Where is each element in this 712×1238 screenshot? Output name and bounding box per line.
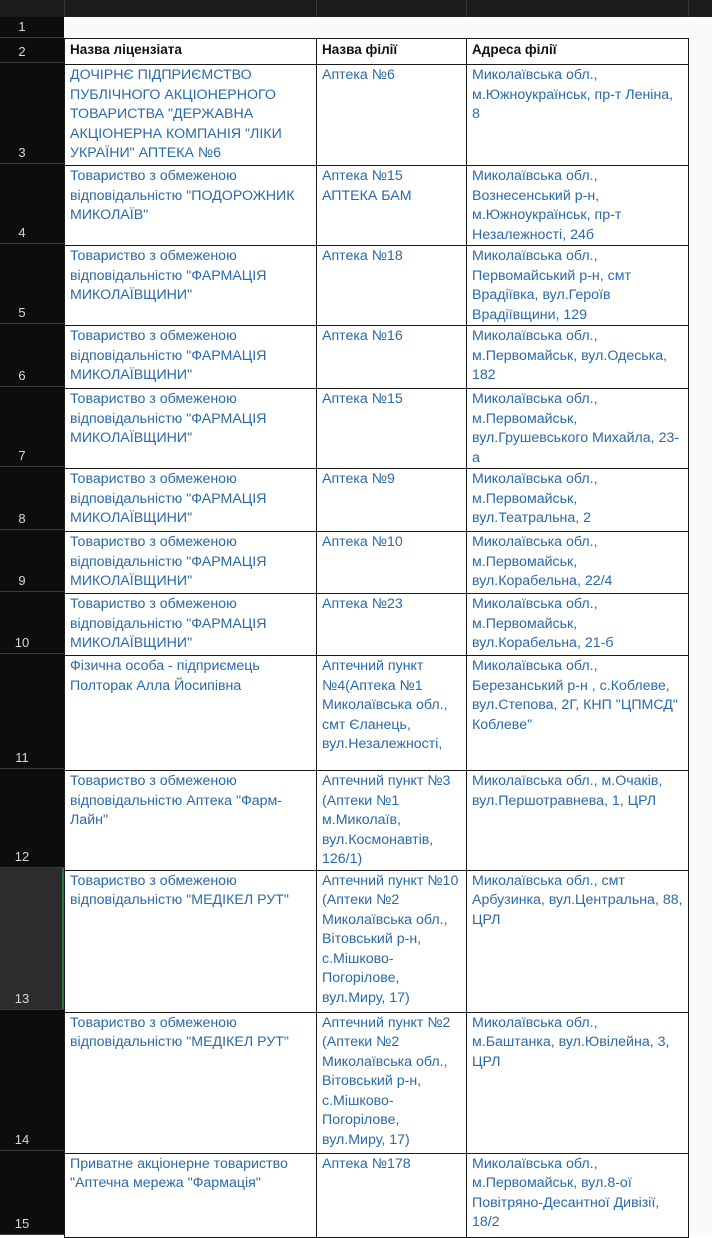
licensee-cell[interactable]: Товариство з обмеженою відповідальністю "ФАРМАЦІЯ МИКОЛАЇВЩИНИ" — [65, 532, 317, 594]
table-row — [65, 65, 689, 166]
row-number: 9 — [18, 573, 26, 588]
row-number: 2 — [18, 44, 26, 59]
branch-cell[interactable]: Аптека №10 — [317, 532, 467, 594]
licensee-cell[interactable]: Товариство з обмеженою відповідальністю Аптека "Фарм-Лайн" — [65, 771, 317, 871]
row-header-column — [0, 17, 64, 1235]
branch-cell[interactable]: Аптечний пункт №4(Аптека №1 Миколаївська обл., смт Єланець, вул.Незалежності, — [317, 656, 467, 771]
table-row — [65, 389, 689, 469]
table-row — [65, 469, 689, 532]
row-number: 1 — [18, 19, 26, 34]
table-row — [65, 246, 689, 326]
row-header-15[interactable] — [0, 1151, 64, 1235]
row-number: 10 — [14, 635, 30, 650]
licensee-cell[interactable]: Товариство з обмеженою відповідальністю "ФАРМАЦІЯ МИКОЛАЇВЩИНИ" — [65, 246, 317, 326]
table-row — [65, 656, 689, 771]
address-cell[interactable]: Миколаївська обл., м.Первомайськ, вул.Грушевського Михайла, 23-а — [467, 389, 689, 469]
branch-cell[interactable]: Аптека №178 — [317, 1153, 467, 1237]
row-number: 13 — [14, 991, 30, 1006]
row-header-12[interactable] — [0, 769, 64, 868]
licensee-cell[interactable]: Приватне акціонерне товариство "Аптечна мережа "Фармація" — [65, 1153, 317, 1237]
licensee-cell[interactable]: Товариство з обмеженою відповідальністю "ФАРМАЦІЯ МИКОЛАЇВЩИНИ" — [65, 326, 317, 389]
row-number: 8 — [18, 511, 26, 526]
address-cell[interactable]: Миколаївська обл., смт Арбузинка, вул.Центральна, 88, ЦРЛ — [467, 870, 689, 1012]
header-row — [65, 39, 689, 65]
row-number: 3 — [18, 145, 26, 160]
column-divider[interactable] — [466, 0, 467, 17]
column-header-bar[interactable] — [0, 0, 712, 17]
table-row — [65, 594, 689, 656]
address-cell[interactable]: Миколаївська обл., м.Первомайськ, вул.Корабельна, 22/4 — [467, 532, 689, 594]
address-cell[interactable]: Миколаївська обл., Первомайський р-н, смт Врадіївка, вул.Героїв Врадіївщини, 129 — [467, 246, 689, 326]
row-number: 4 — [18, 225, 26, 240]
row-number: 5 — [18, 305, 26, 320]
branch-cell[interactable]: Аптека №16 — [317, 326, 467, 389]
row-header-7[interactable] — [0, 387, 64, 467]
column-divider[interactable] — [64, 0, 65, 17]
row-header-8[interactable] — [0, 467, 64, 530]
row-number: 12 — [14, 849, 30, 864]
row-header-4[interactable] — [0, 164, 64, 244]
table-row — [65, 166, 689, 246]
licensee-cell[interactable]: Фізична особа - підприємець Полторак Алла Йосипівна — [65, 656, 317, 771]
data-table — [64, 38, 689, 1238]
licensee-cell[interactable]: Товариство з обмеженою відповідальністю "ПОДОРОЖНИК МИКОЛАЇВ" — [65, 166, 317, 246]
address-cell[interactable]: Миколаївська обл., м.Очаків, вул.Першотравнева, 1, ЦРЛ — [467, 771, 689, 871]
licensee-cell[interactable]: Назва ліцензіата — [65, 39, 317, 65]
address-cell[interactable]: Миколаївська обл., м.Первомайськ, вул.Одеська, 182 — [467, 326, 689, 389]
branch-cell[interactable]: Аптека №18 — [317, 246, 467, 326]
row-header-3[interactable] — [0, 63, 64, 164]
address-cell[interactable]: Миколаївська обл., м.Баштанка, вул.Ювілейна, 3, ЦРЛ — [467, 1012, 689, 1153]
row-number: 15 — [14, 1216, 30, 1231]
address-cell[interactable]: Миколаївська обл., Вознесенський р-н, м.Южноукраїнськ, пр-т Незалежності, 24б — [467, 166, 689, 246]
branch-cell[interactable]: Назва філії — [317, 39, 467, 65]
branch-cell[interactable]: Аптечний пункт №3 (Аптеки №1 м.Миколаїв, вул.Космонавтів, 126/1) — [317, 771, 467, 871]
licensee-cell[interactable]: Товариство з обмеженою відповідальністю "ФАРМАЦІЯ МИКОЛАЇВЩИНИ" — [65, 469, 317, 532]
address-cell[interactable]: Миколаївська обл., м.Первомайськ, вул.Корабельна, 21-б — [467, 594, 689, 656]
row-header-11[interactable] — [0, 654, 64, 769]
licensee-cell[interactable]: Товариство з обмеженою відповідальністю "ФАРМАЦІЯ МИКОЛАЇВЩИНИ" — [65, 389, 317, 469]
table-row — [65, 1153, 689, 1237]
table-row — [65, 532, 689, 594]
branch-cell[interactable]: Аптека №6 — [317, 65, 467, 166]
row-header-1[interactable] — [0, 17, 64, 38]
table-row — [65, 1012, 689, 1153]
branch-cell[interactable]: Аптечний пункт №10 (Аптеки №2 Миколаївська обл., Вітовський р-н, с.Мішково-Погорілове, вул.Миру, 17) — [317, 870, 467, 1012]
table-row — [65, 870, 689, 1012]
row-number: 11 — [15, 750, 29, 765]
row-header-10[interactable] — [0, 592, 64, 654]
row-header-13[interactable] — [0, 868, 64, 1010]
address-cell[interactable]: Адреса філії — [467, 39, 689, 65]
address-cell[interactable]: Миколаївська обл., Березанський р-н , с.Коблеве, вул.Степова, 2Г, КНП "ЦПМСД" Коблеве" — [467, 656, 689, 771]
licensee-cell[interactable]: Товариство з обмеженою відповідальністю "МЕДІКЕЛ РУТ" — [65, 1012, 317, 1153]
branch-cell[interactable]: Аптека №15 — [317, 389, 467, 469]
branch-cell[interactable]: Аптека №15 АПТЕКА БАМ — [317, 166, 467, 246]
row-number: 7 — [18, 448, 26, 463]
row-header-9[interactable] — [0, 530, 64, 592]
branch-cell[interactable]: Аптека №23 — [317, 594, 467, 656]
licensee-cell[interactable]: Товариство з обмеженою відповідальністю "МЕДІКЕЛ РУТ" — [65, 870, 317, 1012]
row-header-14[interactable] — [0, 1010, 64, 1151]
row-header-2[interactable] — [0, 38, 64, 63]
row-header-5[interactable] — [0, 244, 64, 324]
licensee-cell[interactable]: ДОЧІРНЄ ПІДПРИЄМСТВО ПУБЛІЧНОГО АКЦІОНЕРНОГО ТОВАРИСТВА "ДЕРЖАВНА АКЦІОНЕРНА КОМПАНІЯ "ЛІКИ УКРАЇНИ" АПТЕКА №6 — [65, 65, 317, 166]
row-number: 6 — [18, 368, 26, 383]
table-row — [65, 326, 689, 389]
row-header-6[interactable] — [0, 324, 64, 387]
address-cell[interactable]: Миколаївська обл., м.Южноукраїнськ, пр-т Леніна, 8 — [467, 65, 689, 166]
branch-cell[interactable]: Аптечний пункт №2 (Аптеки №2 Миколаївська обл., Вітовський р-н, с.Мішково-Погорілове, вул.Миру, 17) — [317, 1012, 467, 1153]
table-row — [65, 771, 689, 871]
branch-cell[interactable]: Аптека №9 — [317, 469, 467, 532]
row-number: 14 — [14, 1132, 30, 1147]
licensee-cell[interactable]: Товариство з обмеженою відповідальністю "ФАРМАЦІЯ МИКОЛАЇВЩИНИ" — [65, 594, 317, 656]
address-cell[interactable]: Миколаївська обл., м.Первомайськ, вул.8-ої Повітряно-Десантної Дивізії, 18/2 — [467, 1153, 689, 1237]
column-divider[interactable] — [316, 0, 317, 17]
column-divider[interactable] — [688, 0, 689, 17]
address-cell[interactable]: Миколаївська обл., м.Первомайськ, вул.Театральна, 2 — [467, 469, 689, 532]
